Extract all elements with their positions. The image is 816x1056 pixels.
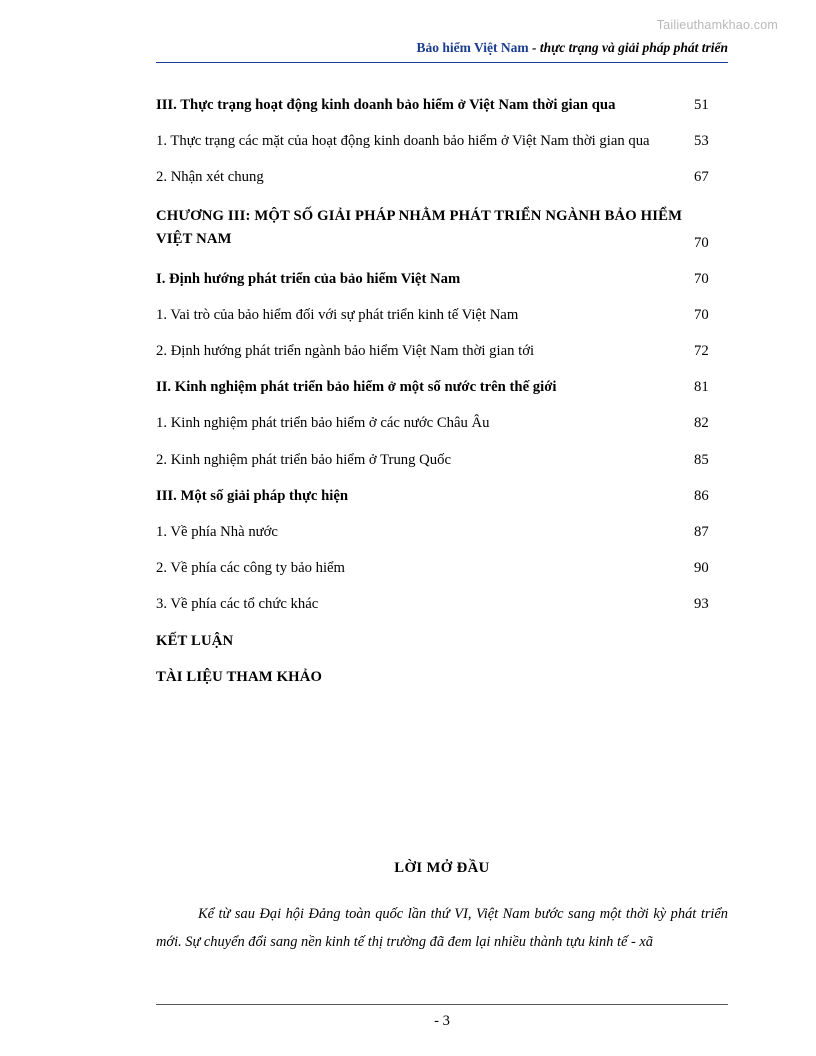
table-of-contents <box>156 96 728 704</box>
toc-entry[interactable] <box>156 132 728 151</box>
toc-entry[interactable] <box>156 595 728 614</box>
watermark-text: Tailieuthamkhao.com <box>656 18 778 32</box>
toc-entry-label: 2. Định hướng phát triển ngành bảo hiểm Việt Nam thời gian tới <box>156 343 535 360</box>
toc-entry-label: III. Một số giải pháp thực hiện <box>156 487 349 504</box>
toc-entry[interactable] <box>156 668 728 687</box>
toc-entry-page: 72 <box>694 343 709 360</box>
toc-entry-page: 51 <box>694 97 709 113</box>
section-heading: LỜI MỞ ĐẦU <box>394 860 490 876</box>
page-footer <box>156 1004 728 1030</box>
toc-entry-label: KẾT LUẬN <box>156 632 234 649</box>
header-title <box>417 40 729 56</box>
toc-entry-label: 1. Về phía Nhà nước <box>156 524 278 541</box>
running-header <box>156 40 728 66</box>
toc-entry-page: 93 <box>694 596 709 613</box>
toc-entry[interactable] <box>156 451 728 470</box>
header-title-bold: Bảo hiểm Việt Nam <box>416 40 529 55</box>
toc-entry-label: 2. Kinh nghiệm phát triển bảo hiểm ở Trung Quốc <box>156 451 451 468</box>
toc-entry-page: 53 <box>694 133 709 150</box>
toc-entry-page: 86 <box>694 487 709 504</box>
toc-entry[interactable] <box>156 306 728 325</box>
toc-entry-page: 67 <box>694 169 709 186</box>
toc-entry-page: 81 <box>694 379 709 396</box>
toc-entry-page: 82 <box>694 415 709 432</box>
header-divider <box>156 62 728 63</box>
toc-entry[interactable] <box>156 96 728 115</box>
toc-entry-page: 87 <box>694 524 709 541</box>
toc-entry-label: TÀI LIỆU THAM KHẢO <box>156 668 323 685</box>
toc-entry-label: 1. Vai trò của bảo hiểm đối với sự phát triển kinh tế Việt Nam <box>156 306 519 323</box>
toc-entry-page: 90 <box>694 560 709 577</box>
toc-entry-page: 85 <box>694 451 709 468</box>
toc-entry[interactable] <box>156 414 728 433</box>
toc-entry[interactable] <box>156 487 728 506</box>
body-paragraph: Kể từ sau Đại hội Đảng toàn quốc lần thứ VI, Việt Nam bước sang một thời kỳ phát triển mới. Sự chuyển đổi sang nền kinh tế thị trường đã đem lại nhiều thành tựu kinh tế - xã <box>156 906 728 951</box>
toc-entry[interactable] <box>156 270 728 289</box>
toc-entry-label: 2. Nhận xét chung <box>156 169 264 186</box>
toc-entry-page: 70 <box>694 270 709 287</box>
toc-entry-label: 3. Về phía các tổ chức khác <box>156 596 319 613</box>
toc-entry-label: I. Định hướng phát triển của bảo hiểm Việt Nam <box>156 270 461 287</box>
toc-entry[interactable] <box>156 168 728 187</box>
toc-entry[interactable] <box>156 523 728 542</box>
toc-entry-label: III. Thực trạng hoạt động kinh doanh bảo hiểm ở Việt Nam thời gian qua <box>156 97 616 113</box>
toc-entry-label: CHƯƠNG III: MỘT SỐ GIẢI PHÁP NHẰM PHÁT TRIỂN NGÀNH BẢO HIỂM VIỆT NAM <box>156 207 683 248</box>
toc-entry-label: 2. Về phía các công ty bảo hiểm <box>156 560 345 577</box>
toc-entry[interactable] <box>156 342 728 361</box>
toc-entry-label: II. Kinh nghiệm phát triển bảo hiểm ở một số nước trên thế giới <box>156 379 557 396</box>
header-title-italic: - thực trạng và giải pháp phát triển <box>528 40 728 55</box>
toc-entry[interactable] <box>156 205 728 253</box>
toc-entry[interactable] <box>156 378 728 397</box>
toc-entry-page: 70 <box>694 306 709 323</box>
toc-entry[interactable] <box>156 632 728 651</box>
footer-divider <box>156 1004 728 1005</box>
toc-entry[interactable] <box>156 559 728 578</box>
toc-entry-label: 1. Thực trạng các mặt của hoạt động kinh doanh bảo hiểm ở Việt Nam thời gian qua <box>156 133 650 150</box>
page-number: - 3 <box>434 1013 450 1029</box>
toc-entry-label: 1. Kinh nghiệm phát triển bảo hiểm ở các nước Châu Âu <box>156 415 490 432</box>
toc-entry-page: 70 <box>694 235 709 252</box>
